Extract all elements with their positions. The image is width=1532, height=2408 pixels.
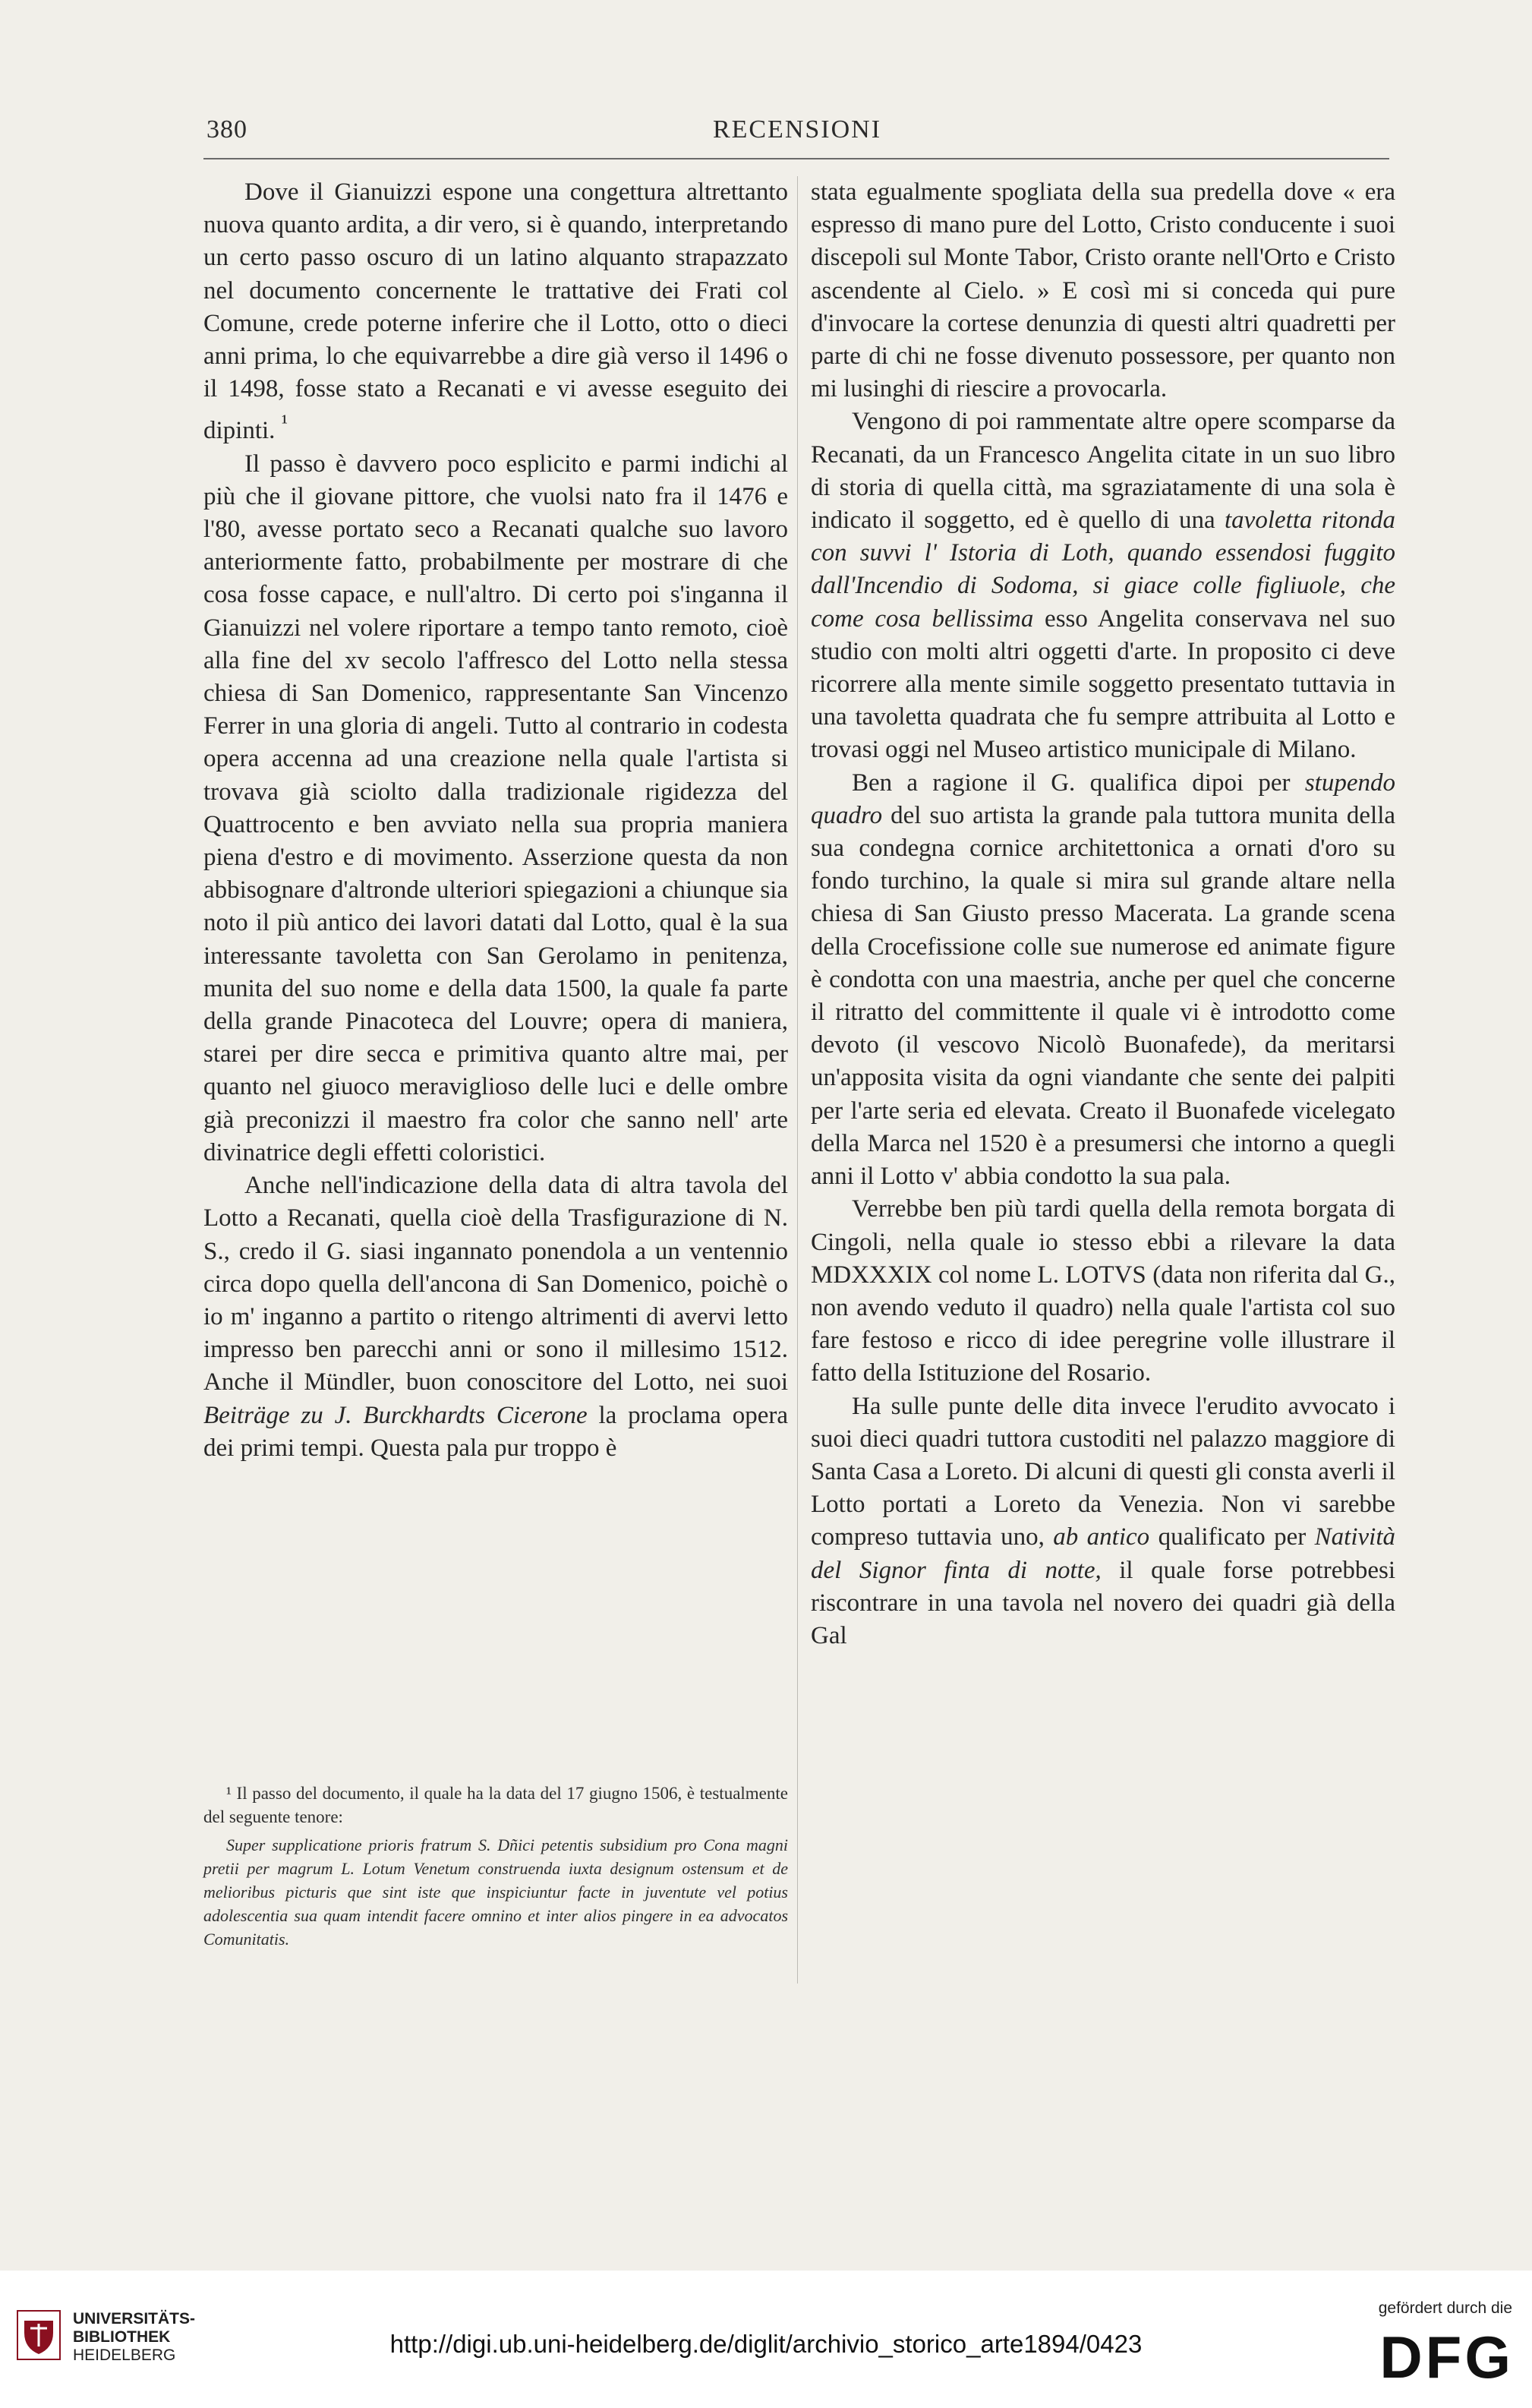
right-column <box>811 176 1395 1652</box>
footnote <box>203 1782 788 1951</box>
paragraph: Dove il Gianuizzi espone una congettura altrettanto nuova quanto ardita, a dir vero, si è quando, interpretando un certo passo oscuro di un latino alquanto strapazzato nel documento concernente le trattative dei Frati col Comune, crede poterne inferire che il Lotto, otto o dieci anni prima, lo che equivarrebbe a dire già verso il 1496 o il 1498, fosse stato a Recanati e vi avesse eseguito dei dipinti. $^{^1}$ <box>203 178 788 445</box>
paragraph: Vengono di poi rammentate altre opere scomparse da Recanati, da un Francesco Angelita citate in un suo libro di storia di quella città, ma sgraziatamente di una sola è indicato il soggetto, ed è quello di una tavoletta ritonda con suvvi l' Istoria di Loth, quando essendosi fuggito dall'Incendio di Sodoma, si giace colle figliuole, che come cosa bellissima esso Angelita conservava nel suo studio con molti altri oggetti d'arte. In proposito ci deve ricorrere alla mente simile soggetto presentato tuttavia in una tavoletta quadrata che fu sempre attribuita al Lotto e trovasi oggi nel Museo artistico municipale di Milano. <box>811 408 1396 764</box>
footnote-latin-quote: Super supplicatione prioris fratrum S. Dñici petentis subsidium pro Cona magni pretii per magrum L. Lotum Venetum construenda iuxta designum ostensum et de melioribus picturis que sint iste que inspiciuntur facte in juventute vel potius adolescentia sua quam intendit facere omnino et inter alios pingere in ea advocatos Comunitatis. <box>203 1835 788 1949</box>
paragraph: Ha sulle punte delle dita invece l'erudito avvocato i suoi dieci quadri tuttora custoditi nel palazzo maggiore di Santa Casa a Loreto. Di alcuni di questi gli consta averli il Lotto portati a Loreto da Venezia. Non vi sarebbe compreso tuttavia uno, ab antico qualificato per Natività del Signor finta di notte, il quale forse potrebbesi riscontrare in una tavola nel novero dei quadri già della Gal <box>811 1392 1396 1649</box>
paragraph: stata egualmente spogliata della sua predella dove « era espresso di mano pure del Lotto, Cristo conducente i suoi discepoli sul Monte Tabor, Cristo orante nell'Orto e Cristo ascendente al Cielo. » E così mi si conceda qui pure d'invocare la cortese denunzia di questi altri quadretti per parte di chi ne fosse divenuto possessore, per quanto non mi lusinghi di riescire a provocarla. <box>811 178 1395 403</box>
library-name: UNIVERSITÄTS- BIBLIOTHEK HEIDELBERG <box>73 2310 196 2364</box>
paragraph: Ben a ragione il G. qualifica dipoi per stupendo quadro del suo artista la grande pala tuttora munita della sua condegna cornice architettonica a ornati d'oro su fondo turchino, la quale si mira sul grande altare nella chiesa di San Giusto presso Macerata. La grande scena della Crocefissione colle sue numerose ed animate figure è condotta con una maestria, anche per quel che concerne il ritratto del committente il quale vi è introdotto come devoto (il vescovo Nicolò Buonafede), da meritarsi un'apposita visita da ogni viandante che sente dei palpiti per l'arte seria ed elevata. Creato il Buonafede vicelegato della Marca nel 1520 è a presumersi che intorno a quegli anni il Lotto v' abbia condotto la sua pala. <box>811 768 1396 1191</box>
italic-title: Natività del Signor finta di notte, <box>811 1523 1396 1584</box>
permalink-url[interactable]: http://digi.ub.uni-heidelberg.de/diglit/archivio_storico_arte1894/0423 <box>389 2330 1143 2358</box>
paragraph: Il passo è davvero poco esplicito e parmi indichi al più che il giovane pittore, che vuolsi nato fra il 1476 e l'80, avesse portato seco a Recanati qualche suo lavoro anteriormente fatto, probabilmente per mostrare di che cosa fosse capace, e null'altro. Di certo poi s'inganna il Gianuizzi nel volere riportare a tempo tanto remoto, cioè alla fine del xv secolo l'affresco del Lotto nella stessa chiesa di San Domenico, rappresentante San Vincenzo Ferrer in una gloria di angeli. Tutto al contrario in codesta opera accenna ad una creazione nella quale l'artista si trovava già sciolto dalla tradizionale rigidezza del Quattrocento e ben avviato nella sua propria maniera piena d'estro e di movimento. Asserzione questa da non abbisognare d'altronde ulteriori spiegazioni a chiunque sia noto il più antico dei lavori datati dal Lotto, qual è la sua interessante tavoletta con San Gerolamo in penitenza, munita del suo nome e della data 1500, la quale fa parte della grande Pinacoteca del Louvre; opera di maniera, starei per dire secca e primitiva quanto altre mai, per quanto nel giuoco meraviglioso delle luci e delle ombre già preconizzi il maestro fra color che sanno nell' arte divinatrice degli effetti coloristici. <box>203 450 788 1166</box>
running-title: RECENSIONI <box>712 115 882 144</box>
page-header <box>205 112 1389 150</box>
funding-caption: gefördert durch die <box>1378 2299 1512 2317</box>
page-number: 380 <box>206 115 247 144</box>
left-column <box>203 176 788 1465</box>
digitization-footer <box>0 2271 1532 2408</box>
footnote-text: ¹ Il passo del documento, il quale ha la data del 17 giugno 1506, è testualmente del seguente tenore: <box>203 1784 788 1826</box>
italic-quote: ab antico <box>1053 1523 1150 1551</box>
italic-title: Beiträge zu J. Burckhardts Cicerone <box>203 1401 588 1429</box>
dfg-logo: DFG <box>1379 2324 1514 2391</box>
italic-quote: stupendo quadro <box>811 768 1395 829</box>
paragraph: Verrebbe ben più tardi quella della remota borgata di Cingoli, nella quale io stesso ebbi a rilevare la data MDXXXIX col nome L. LOTVS (data non riferita dal G., non avendo veduto il quadro) nella quale l'artista col suo fare festoso e ricco di idee peregrine volle illustrare il fatto della Istituzione del Rosario. <box>811 1195 1395 1387</box>
header-rule <box>203 158 1389 159</box>
italic-quote: tavoletta ritonda con suvvi l' Istoria di Loth, quando essendosi fuggito dall'Incendio di Sodoma, si giace colle figliuole, che come cosa bellissima <box>811 507 1395 633</box>
paragraph: Anche nell'indicazione della data di altra tavola del Lotto a Recanati, quella cioè della Trasfigurazione di N. S., credo il G. siasi ingannato ponendola a un ventennio circa dopo quella dell'ancona di San Domenico, poichè o io m' inganno a partito o ritengo altrimenti di avervi letto impresso ben parecchi anni or sono il millesimo 1512. Anche il Mündler, buon conoscitore del Lotto, nei suoi Beiträge zu J. Burckhardts Cicerone la proclama opera dei primi tempi. Questa pala pur troppo è <box>203 1172 789 1462</box>
footnote-ref: ¹ <box>281 410 288 434</box>
column-rule <box>797 176 798 1984</box>
